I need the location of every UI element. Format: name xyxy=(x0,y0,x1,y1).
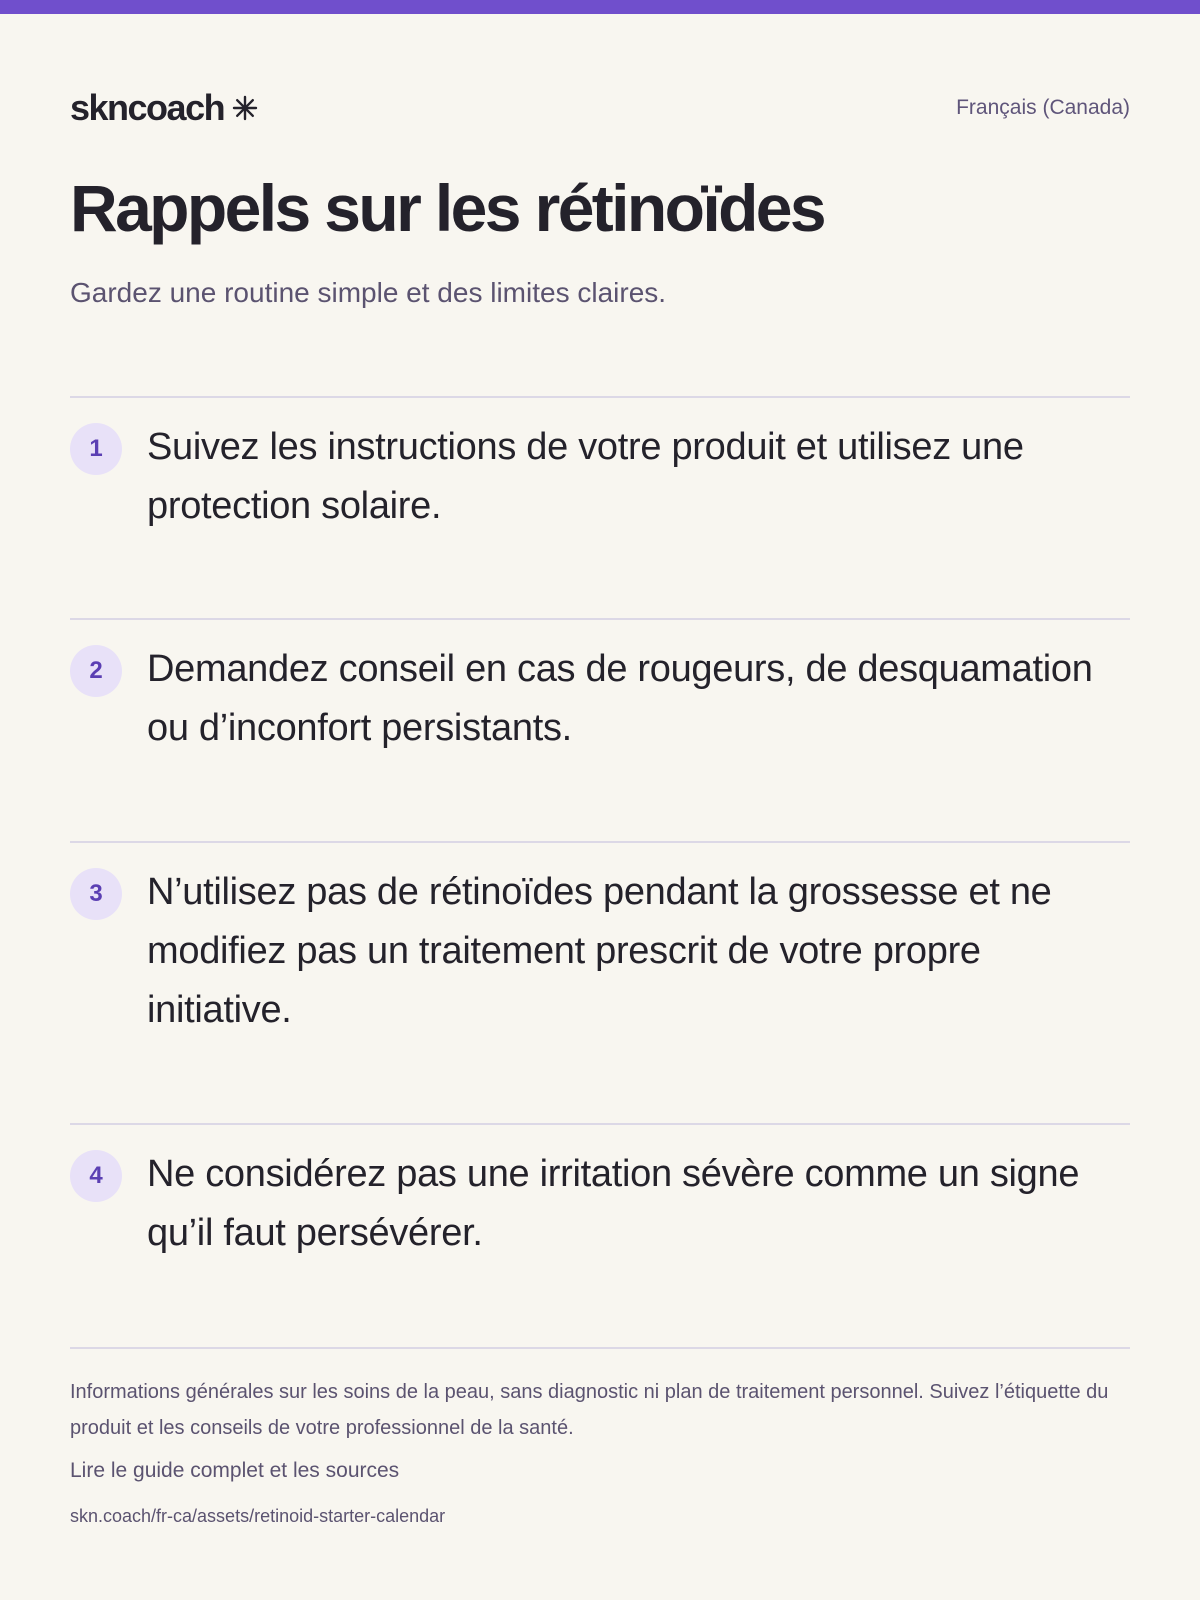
page-subtitle: Gardez une routine simple et des limites claires. xyxy=(70,277,667,308)
divider xyxy=(70,618,1130,620)
divider xyxy=(70,396,1130,398)
item-text: Demandez conseil en cas de rougeurs, de desquamation ou d’inconfort persistants. xyxy=(147,648,1093,749)
item-text: Suivez les instructions de votre produit et utilisez une protection solaire. xyxy=(147,426,1024,527)
item-text: N’utilisez pas de rétinoïdes pendant la grossesse et ne modifiez pas un traitement prescrit de votre propre initiative. xyxy=(147,871,1052,1031)
brand-logo[interactable] xyxy=(70,86,258,130)
item-number-badge: 2 xyxy=(70,645,122,697)
top-accent-bar xyxy=(0,0,1200,14)
divider xyxy=(70,1123,1130,1125)
item-number-badge: 4 xyxy=(70,1150,122,1202)
page-title: Rappels sur les rétinoïdes xyxy=(70,171,825,245)
full-guide-link[interactable]: Lire le guide complet et les sources xyxy=(70,1459,400,1482)
item-text: Ne considérez pas une irritation sévère comme un signe qu’il faut persévérer. xyxy=(147,1153,1080,1254)
item-number-badge: 1 xyxy=(70,423,122,475)
item-number-badge: 3 xyxy=(70,868,122,920)
divider xyxy=(70,841,1130,843)
brand-name: skncoach xyxy=(70,87,225,128)
source-url[interactable]: skn.coach/fr-ca/assets/retinoid-starter-calendar xyxy=(70,1506,446,1526)
asterisk-icon xyxy=(232,95,258,121)
locale-selector[interactable]: Français (Canada) xyxy=(956,96,1130,119)
disclaimer-text: Informations générales sur les soins de la peau, sans diagnostic ni plan de traitement personnel. Suivez l’étiquette du produit et les conseils de votre professionnel de la santé. xyxy=(70,1381,1109,1439)
divider xyxy=(70,1347,1130,1349)
header xyxy=(70,86,1130,130)
